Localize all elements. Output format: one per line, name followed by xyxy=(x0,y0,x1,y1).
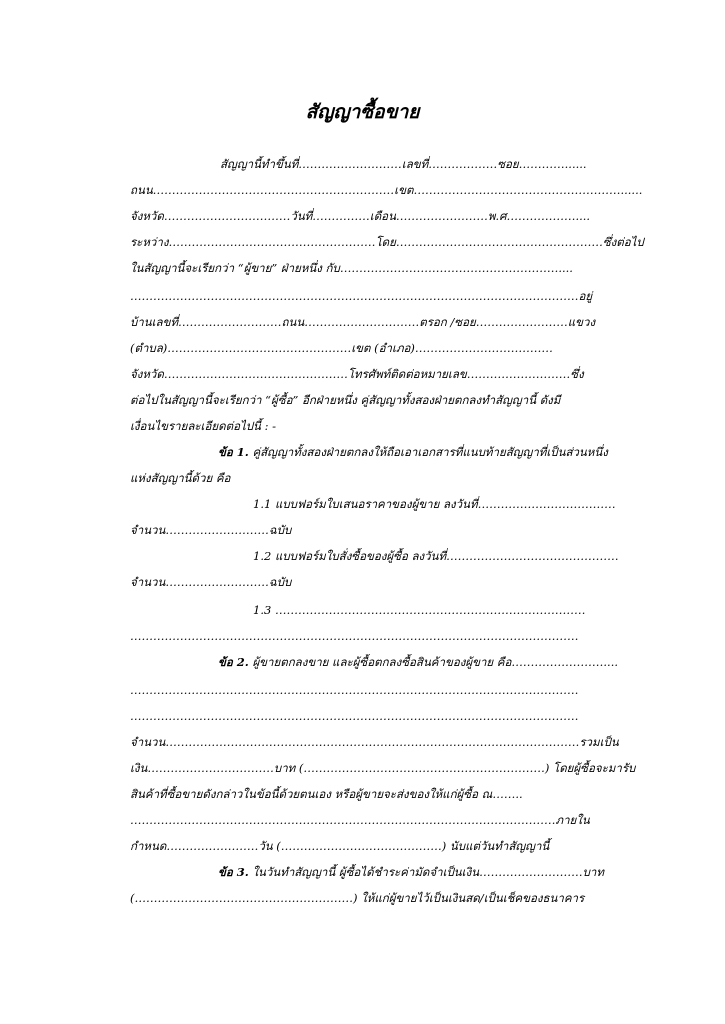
clause-1-continuation: แห่งสัญญานี้ด้วย คือ xyxy=(130,471,231,485)
address-line: ถนน………………………………………………………เขต………………………………………………...... xyxy=(130,183,643,197)
buyer-definition-line: ต่อไปในสัญญานี้จะเรียกว่า “ผู้ซื้อ” อีกฝ่ายหนึ่ง คู่สัญญาทั้งสองฝ่ายตกลงทำสัญญานี้ ดังมี xyxy=(130,393,561,407)
intro-line: สัญญานี้ทำขึ้นที่………………………เลขที่………………ซอย…………...... xyxy=(220,157,587,171)
clause-3-line xyxy=(218,864,650,880)
deposit-line: (…………………………………………………) ให้แก่ผู้ขายไว้เป็นเงินสด/เป็นเช็คของธนาคาร xyxy=(130,891,585,905)
goods-line-1: ……………………………………………………………………………………………………… xyxy=(130,683,579,697)
clause-2-label: ข้อ 2. xyxy=(218,655,249,669)
document-title: สัญญาซื้อขาย xyxy=(305,101,420,123)
buyer-province-phone-line: จังหวัด…………………………………………โทรศัพท์ติดต่อหมายเลข………………………ซึ่ง xyxy=(130,367,584,381)
item-1-3-continuation: ……………………………………………………………………………………………………… xyxy=(130,629,579,643)
clause-2-text: ผู้ขายตกลงขาย และผู้ซื้อตกลงซื้อสินค้าของผู้ขาย คือ…………………….... xyxy=(252,655,619,669)
clause-3-label: ข้อ 3. xyxy=(218,865,249,879)
item-1-1-line: 1.1 แบบฟอร์มใบเสนอราคาของผู้ขาย ลงวันที่……………………………… xyxy=(253,497,616,511)
clause-1-text: คู่สัญญาทั้งสองฝ่ายตกลงให้ถือเอาเอกสารที่แนบท้ายสัญญาที่เป็นส่วนหนึ่ง xyxy=(252,445,608,459)
province-date-line: จังหวัด……………………………วันที่……………เดือน……………………พ.ศ……………….... xyxy=(130,209,591,223)
deadline-line: กำหนด……………………วัน (……………………………………) นับแต่วันทำสัญญานี้ xyxy=(130,839,550,853)
buyer-name-line: ………………………………………………………………………………………………………อยู่ xyxy=(130,289,593,303)
between-line: ระหว่าง………………………………………………โดย………………………………………………ซึ่งต่อไป xyxy=(130,235,644,249)
quantity-line: จำนวน………………………………………………………………………………………………รวมเป็น xyxy=(130,735,619,749)
clause-2-line xyxy=(218,654,650,670)
clause-1-line xyxy=(218,444,650,460)
item-1-2-line: 1.2 แบบฟอร์มใบสั่งซื้อของผู้ซื้อ ลงวันที่……………………………………… xyxy=(253,549,619,563)
clause-1-label: ข้อ 1. xyxy=(218,445,249,459)
item-1-3-line: 1.3 ……………………………………………………………………… xyxy=(253,603,586,617)
delivery-place-line: …………………………………………………………………………………………………ภายใน xyxy=(130,813,590,827)
seller-definition-line: ในสัญญานี้จะเรียกว่า “ผู้ขาย” ฝ่ายหนึ่ง กับ………………………………………………….... xyxy=(130,261,573,275)
amount-line: เงิน……………………………บาท (………………………………………………………) โดยผู้ซื้อจะมารับ xyxy=(130,761,636,775)
buyer-address-line: บ้านเลขที่………………………ถนน…………………………ตรอก /ซอย……………………แขวง xyxy=(130,315,596,329)
conditions-intro-line: เงื่อนไขรายละเอียดต่อไปนี้ : - xyxy=(130,419,276,433)
goods-line-2: ……………………………………………………………………………………………………… xyxy=(130,709,579,723)
clause-3-text: ในวันทำสัญญานี้ ผู้ซื้อได้ชำระค่ามัดจำเป็นเงิน………………………บาท xyxy=(252,865,604,879)
item-1-2-count: จำนวน………………………ฉบับ xyxy=(130,575,292,589)
buyer-district-line: (ตำบล)…………………………………………เขต (อำเภอ)……………………………… xyxy=(130,341,553,355)
item-1-1-count: จำนวน………………………ฉบับ xyxy=(130,523,292,537)
delivery-line: สินค้าที่ซื้อขายดังกล่าวในข้อนี้ด้วยตนเอง หรือผู้ขายจะส่งของให้แก่ผู้ซื้อ ณ…….. xyxy=(130,787,523,801)
